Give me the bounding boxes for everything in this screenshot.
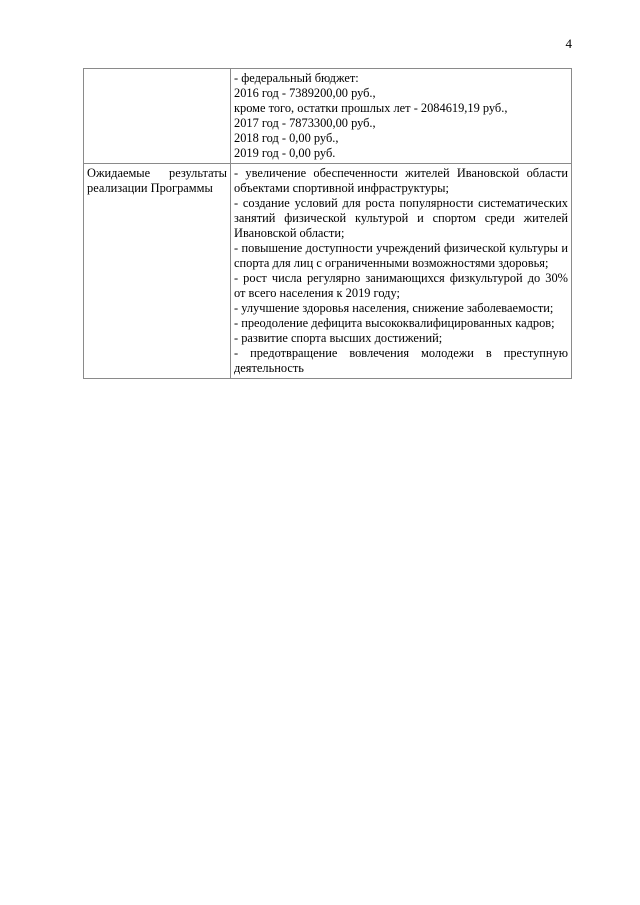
funding-line: 2018 год - 0,00 руб., (234, 131, 339, 145)
result-item: - развитие спорта высших достижений; (234, 331, 443, 345)
page-number: 4 (565, 36, 572, 51)
expected-results-value-cell (231, 164, 572, 379)
result-item: - предотвращение вовлечения молодежи в преступную деятельность (234, 346, 568, 375)
result-item: - преодоление дефицита высококвалифицированных кадров; (234, 316, 555, 330)
funding-line: 2016 год - 7389200,00 руб., (234, 86, 376, 100)
result-item: - создание условий для роста популярности систематических занятий физической культурой и спортом среди жителей Ивановской области; (234, 196, 568, 240)
result-item: - рост числа регулярно занимающихся физкультурой до 30% от всего населения к 2019 году; (234, 271, 568, 300)
result-item: - увеличение обеспеченности жителей Ивановской области объектами спортивной инфраструктуры; (234, 166, 568, 195)
expected-results-row (84, 164, 572, 379)
result-item: - повышение доступности учреждений физической культуры и спорта для лиц с ограниченными возможностями здоровья; (234, 241, 568, 270)
funding-line: 2019 год - 0,00 руб. (234, 146, 336, 160)
funding-line: кроме того, остатки прошлых лет - 2084619,19 руб., (234, 101, 508, 115)
funding-row (84, 69, 572, 164)
program-passport-table (83, 68, 572, 379)
funding-value-cell (231, 69, 572, 164)
funding-line: - федеральный бюджет: (234, 71, 359, 85)
funding-line: 2017 год - 7873300,00 руб., (234, 116, 376, 130)
funding-label-cell (84, 69, 231, 164)
result-item: - улучшение здоровья населения, снижение заболеваемости; (234, 301, 554, 315)
expected-results-label: Ожидаемые результаты реализации Программы (87, 166, 227, 195)
expected-results-label-cell (84, 164, 231, 379)
